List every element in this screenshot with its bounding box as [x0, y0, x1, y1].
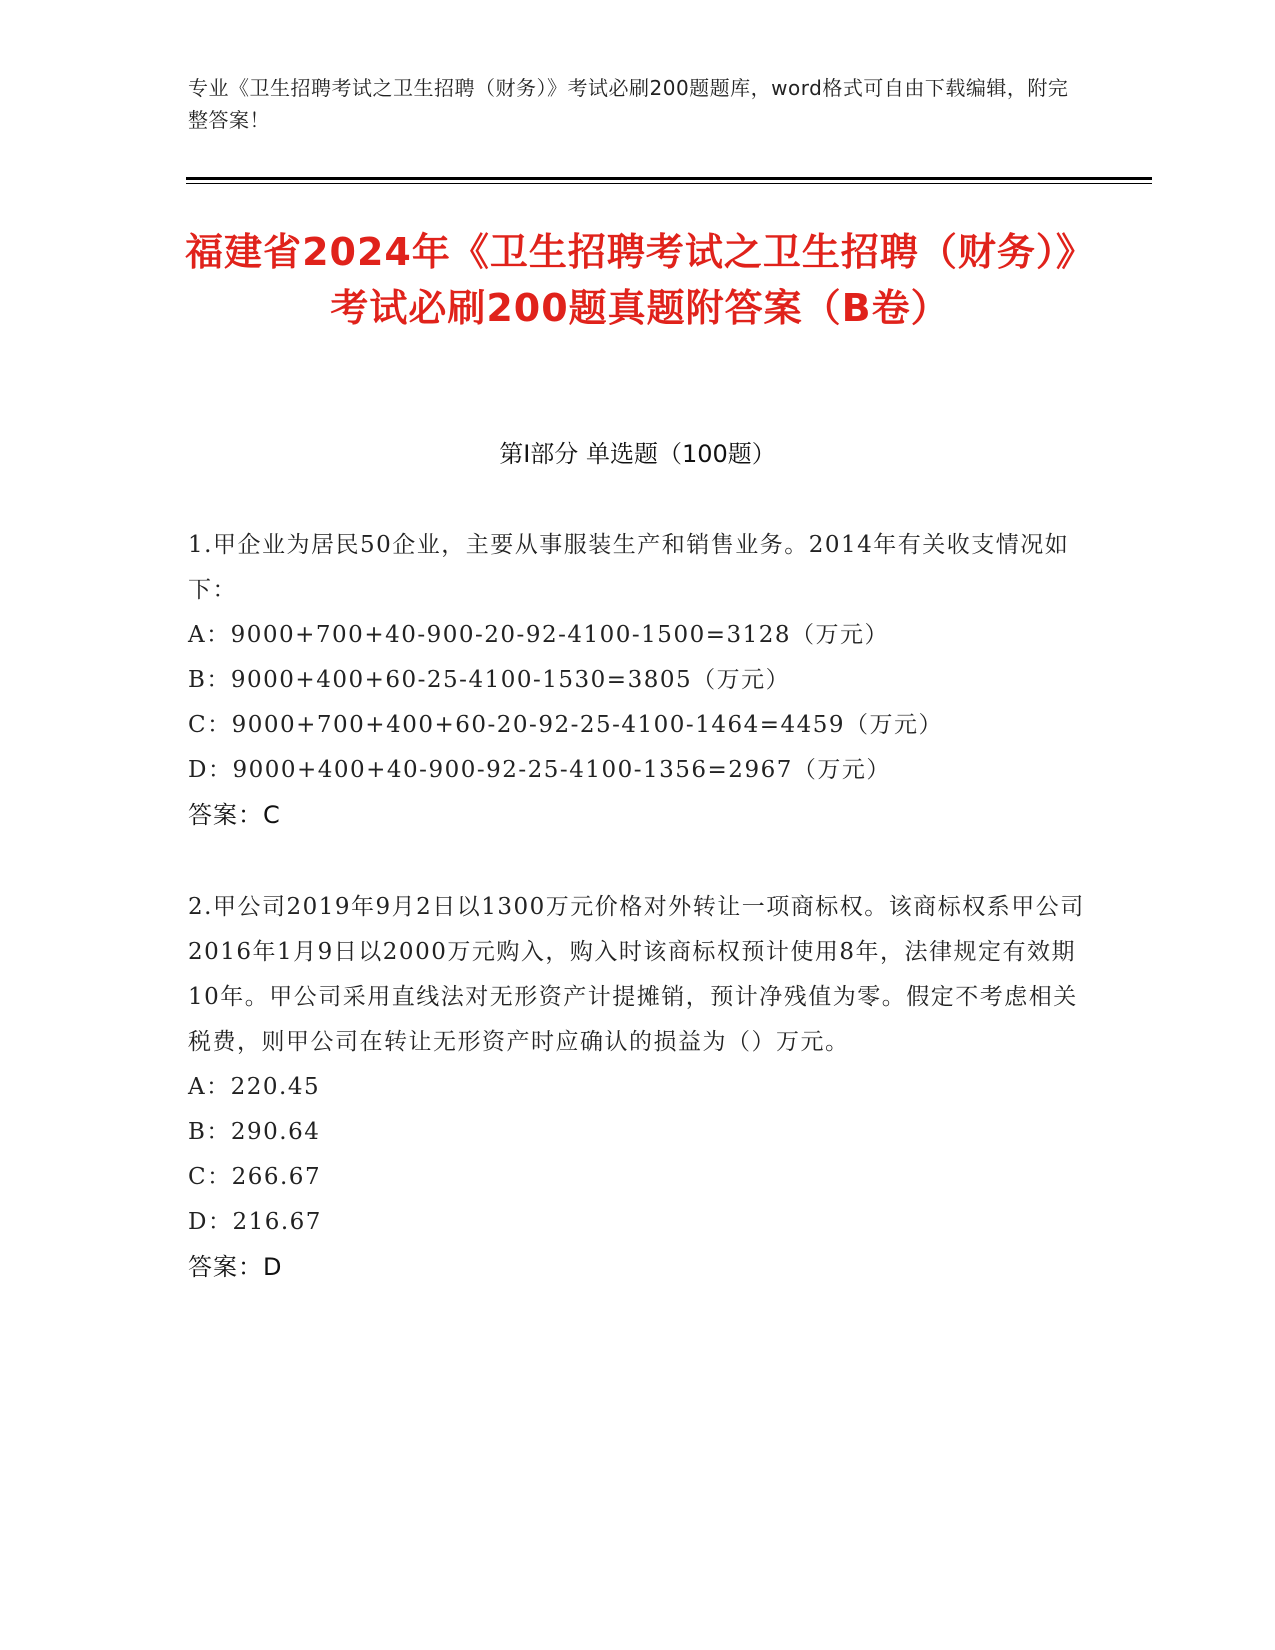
option-b: B：290.64 — [188, 1119, 321, 1145]
option-d: D：216.67 — [188, 1209, 322, 1235]
header-rule-thick — [186, 177, 1152, 180]
question-1 — [188, 523, 1088, 838]
header-rule-thin — [186, 183, 1152, 184]
question-stem: 2.甲公司2019年9月2日以1300万元价格对外转让一项商标权。该商标权系甲公司2016年1月9日以2000万元购入，购入时该商标权预计使用8年，法律规定有效期10年。甲公司采用直线法对无形资产计提摊销，预计净残值为零。假定不考虑相关税费，则甲公司在转让无形资产时应确认的损益为（）万元。 — [188, 894, 1085, 1055]
section-heading: 第Ⅰ部分 单选题（100题） — [499, 440, 776, 468]
answer: 答案：D — [188, 1253, 283, 1281]
option-a: A：9000+700+40-900-20-92-4100-1500=3128（万元） — [188, 622, 890, 648]
option-c: C：266.67 — [188, 1164, 322, 1190]
option-d: D：9000+400+40-900-92-25-4100-1356=2967（万元） — [188, 757, 891, 783]
document-title: 福建省2024年《卫生招聘考试之卫生招聘（财务）》考试必刷200题真题附答案（B卷） — [185, 230, 1095, 330]
answer: 答案：C — [188, 801, 281, 829]
option-a: A：220.45 — [188, 1074, 321, 1100]
option-c: C：9000+700+400+60-20-92-25-4100-1464=4459（万元） — [188, 712, 944, 738]
header-note: 专业《卫生招聘考试之卫生招聘（财务）》考试必刷200题题库，word格式可自由下载编辑，附完整答案！ — [188, 76, 1069, 132]
option-b: B：9000+400+60-25-4100-1530=3805（万元） — [188, 667, 791, 693]
question-2 — [188, 885, 1088, 1290]
question-stem: 1.甲企业为居民50企业，主要从事服装生产和销售业务。2014年有关收支情况如下： — [188, 532, 1070, 603]
